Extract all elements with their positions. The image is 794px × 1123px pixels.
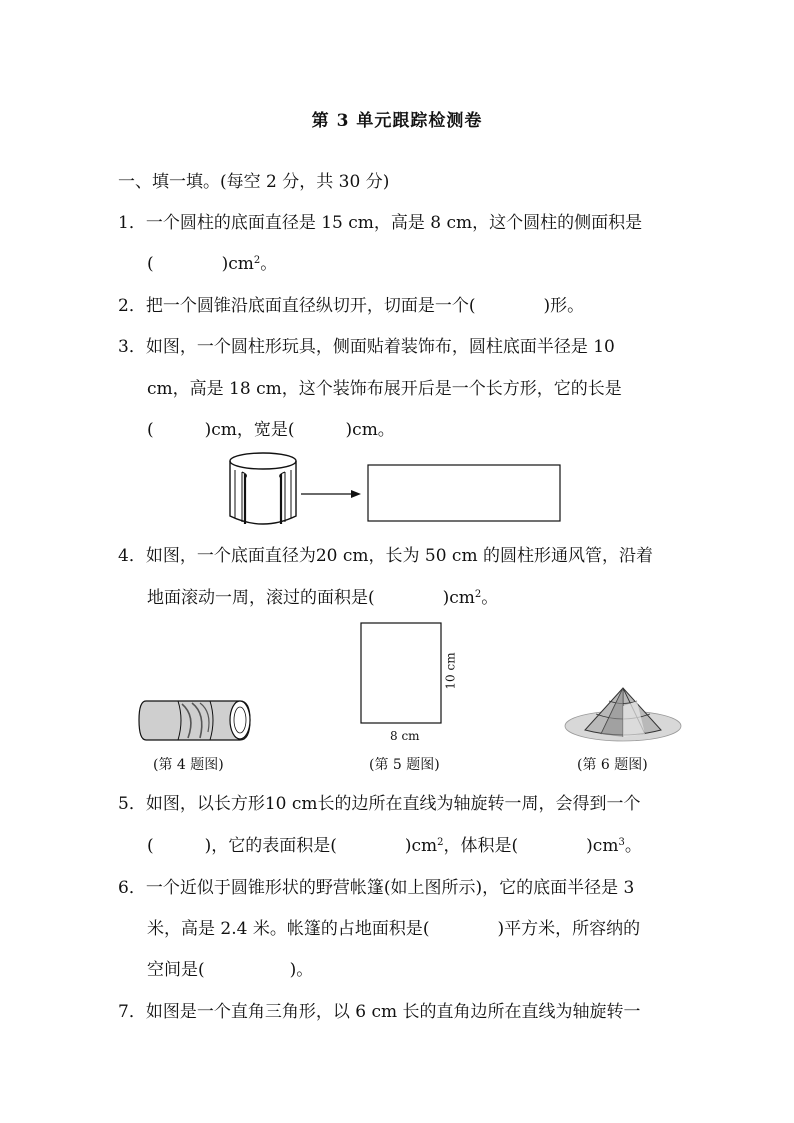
fig5-width-label: 8 cm: [390, 729, 420, 743]
arrow-right-icon: [301, 490, 361, 498]
q6-line1: 6．一个近似于圆锥形状的野营帐篷(如上图所示)，它的底面半径是 3: [118, 878, 635, 898]
q5-volume-text: ，体积是( )cm: [443, 836, 619, 856]
page-title: 第 3 单元跟踪检测卷: [311, 111, 483, 131]
caption-fig5: (第 5 题图): [369, 757, 440, 773]
q1-blank-text: ( )cm: [147, 254, 254, 274]
q1-line1: 1．一个圆柱的底面直径是 15 cm，高是 8 cm，这个圆柱的侧面积是: [118, 213, 643, 233]
q3-line2: cm，高是 18 cm，这个装饰布展开后是一个长方形，它的长是: [147, 379, 622, 399]
q4-line2: [147, 587, 498, 609]
q6-line2: 米，高是 2.4 米。帐篷的占地面积是( )平方米，所容纳的: [147, 919, 641, 939]
q5-blank-shape: ( )，它的表面积是( )cm: [147, 836, 438, 856]
pipe-figure-icon: [138, 698, 256, 744]
section-header: 一、填一填。(每空 2 分，共 30 分): [118, 172, 390, 192]
q2-line1: 2．把一个圆锥沿底面直径纵切开，切面是一个( )形。: [118, 296, 585, 316]
q5-line1: 5．如图，以长方形10 cm长的边所在直线为轴旋转一周，会得到一个: [118, 794, 641, 814]
q5-exponent-volume: 3: [618, 837, 625, 848]
q1-exponent: 2: [253, 255, 261, 266]
cylinder-toy-icon: [230, 453, 296, 524]
q5-end: 。: [624, 836, 642, 856]
q5-exponent-area: 2: [437, 837, 444, 848]
rectangle-figure: [360, 622, 442, 724]
tent-figure-icon: [563, 684, 683, 744]
q4-line1: 4．如图，一个底面直径为20 cm，长为 50 cm 的圆柱形通风管，沿着: [118, 546, 653, 566]
q7-line1: 7．如图是一个直角三角形，以 6 cm 长的直角边所在直线为轴旋转一: [118, 1002, 641, 1022]
q1-end: 。: [260, 254, 278, 274]
q4-exponent: 2: [474, 589, 482, 600]
q3-line3: ( )cm，宽是( )cm。: [147, 420, 395, 440]
q1-line2: [147, 253, 277, 275]
caption-fig4: (第 4 题图): [153, 757, 224, 773]
q5-line2: [147, 835, 642, 857]
q3-figure: [225, 448, 565, 530]
q6-line3: 空间是( )。: [147, 960, 314, 980]
caption-fig6: (第 6 题图): [577, 757, 648, 773]
q4-blank-text: 地面滚动一周，滚过的面积是( )cm: [147, 588, 475, 608]
fig5-height-label: 10 cm: [443, 652, 458, 690]
q4-end: 。: [481, 588, 499, 608]
unrolled-rectangle: [368, 465, 560, 521]
q3-line1: 3．如图，一个圆柱形玩具，侧面贴着装饰布，圆柱底面半径是 10: [118, 337, 615, 357]
